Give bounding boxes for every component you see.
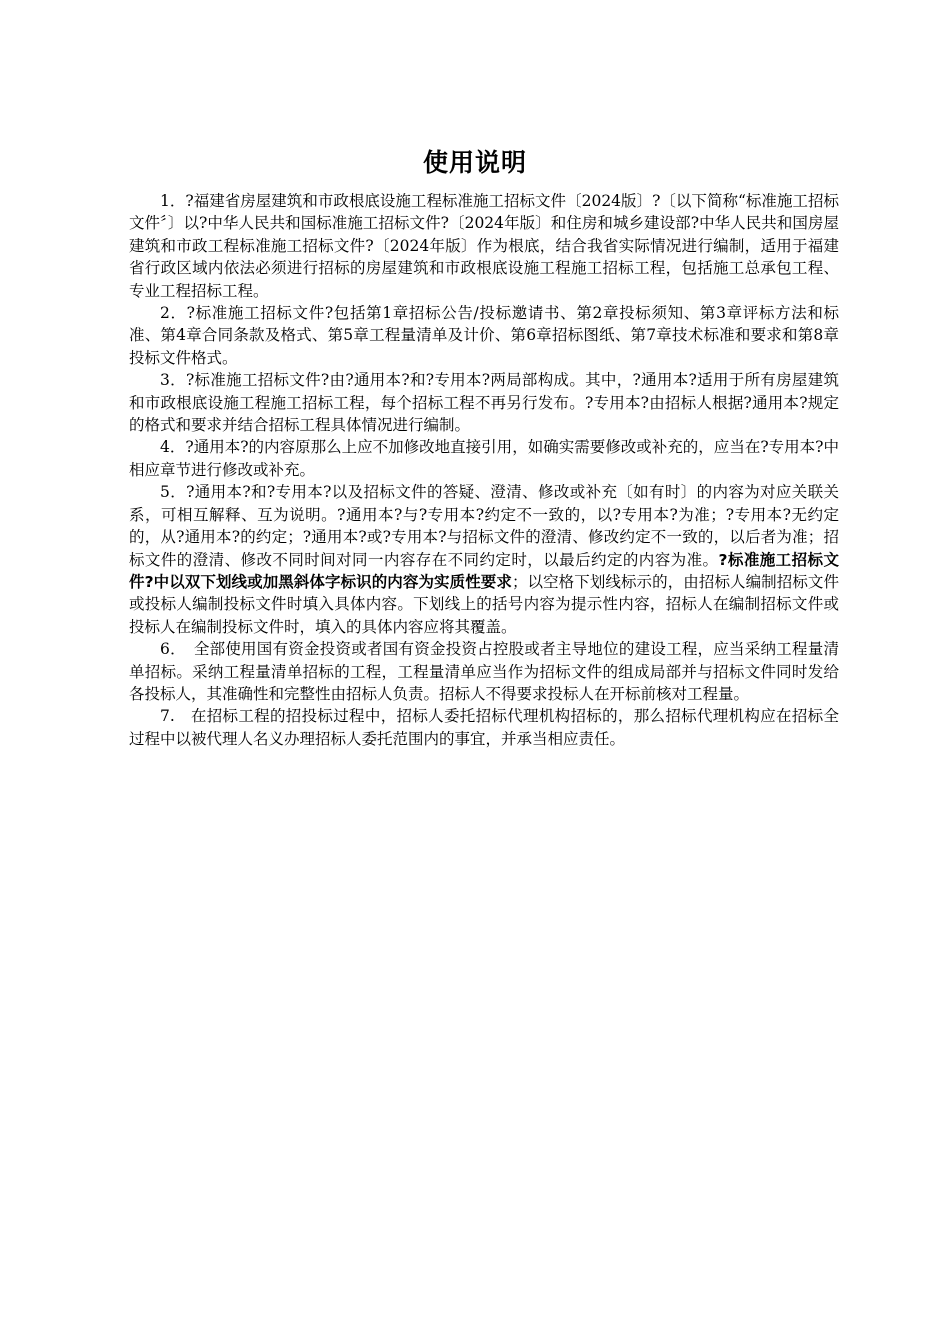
page-title: 使用说明 bbox=[422, 148, 527, 177]
paragraph-5-text-after: ；以空格下划线标示的，由招标人编制招标文件或投标人编制投标文件时填入具体内容。下划线上的括号内容为提示性内容，招标人在编制招标文件或投标人在编制投标文件时，填入的具体内容应将其覆盖。 bbox=[129, 572, 839, 636]
paragraph-7: 7. 在招标工程的招投标过程中，招标人委托招标代理机构招标的，那么招标代理机构应在招标全过程中以被代理人名义办理招标人委托范围内的事宜，并承当相应责任。 bbox=[129, 707, 839, 748]
paragraph-4: 4．?通用本?的内容原那么上应不加修改地直接引用，如确实需要修改或补充的，应当在?专用本?中相应章节进行修改或补充。 bbox=[129, 438, 839, 479]
paragraph-5-bold-requirement: ?标准施工招标文件?中以双下划线或加黑斜体字标识的内容为实质性要求 bbox=[129, 550, 839, 591]
paragraph-5 bbox=[129, 481, 839, 638]
paragraph-1: 1．?福建省房屋建筑和市政根底设施工程标准施工招标文件〔2024版〕?〔以下简称“标准施工招标文件〞〕以?中华人民共和国标准施工招标文件?〔2024年版〕和住房和城乡建设部?中华人民共和国房屋建筑和市政工程标准施工招标文件?〔2024年版〕作为根底，结合我省实际情况进行编制，适用于福建省行政区域内依法必须进行招标的房屋建筑和市政根底设施工程施工招标工程，包括施工总承包工程、专业工程招标工程。 bbox=[129, 192, 839, 300]
paragraph-6: 6． 全部使用国有资金投资或者国有资金投资占控股或者主导地位的建设工程，应当采纳工程量清单招标。采纳工程量清单招标的工程，工程量清单应当作为招标文件的组成局部并与招标文件同时发给各投标人，其准确性和完整性由招标人负责。招标人不得要求投标人在开标前核对工程量。 bbox=[129, 640, 839, 703]
paragraph-3: 3．?标准施工招标文件?由?通用本?和?专用本?两局部构成。其中，?通用本?适用于所有房屋建筑和市政根底设施工程施工招标工程，每个招标工程不再另行发布。?专用本?由招标人根据?通用本?规定的格式和要求并结合招标工程具体情况进行编制。 bbox=[129, 371, 839, 435]
document-body bbox=[129, 190, 839, 750]
paragraph-2: 2．?标准施工招标文件?包括第1章招标公告/投标邀请书、第2章投标须知、第3章评标方法和标准、第4章合同条款及格式、第5章工程量清单及计价、第6章招标图纸、第7章技术标准和要求和第8章投标文件格式。 bbox=[129, 304, 839, 367]
paragraph-5-text-before: 5．?通用本?和?专用本?以及招标文件的答疑、澄清、修改或补充〔如有时〕的内容为对应关联关系，可相互解释、互为说明。?通用本?与?专用本?约定不一致的，以?专用本?为准；?专用本?无约定的，从?通用本?的约定；?通用本?或?专用本?与招标文件的澄清、修改约定不一致的，以后者为准；招标文件的澄清、修改不同时间对同一内容存在不同约定时，以最后约定的内容为准。 bbox=[129, 483, 839, 569]
